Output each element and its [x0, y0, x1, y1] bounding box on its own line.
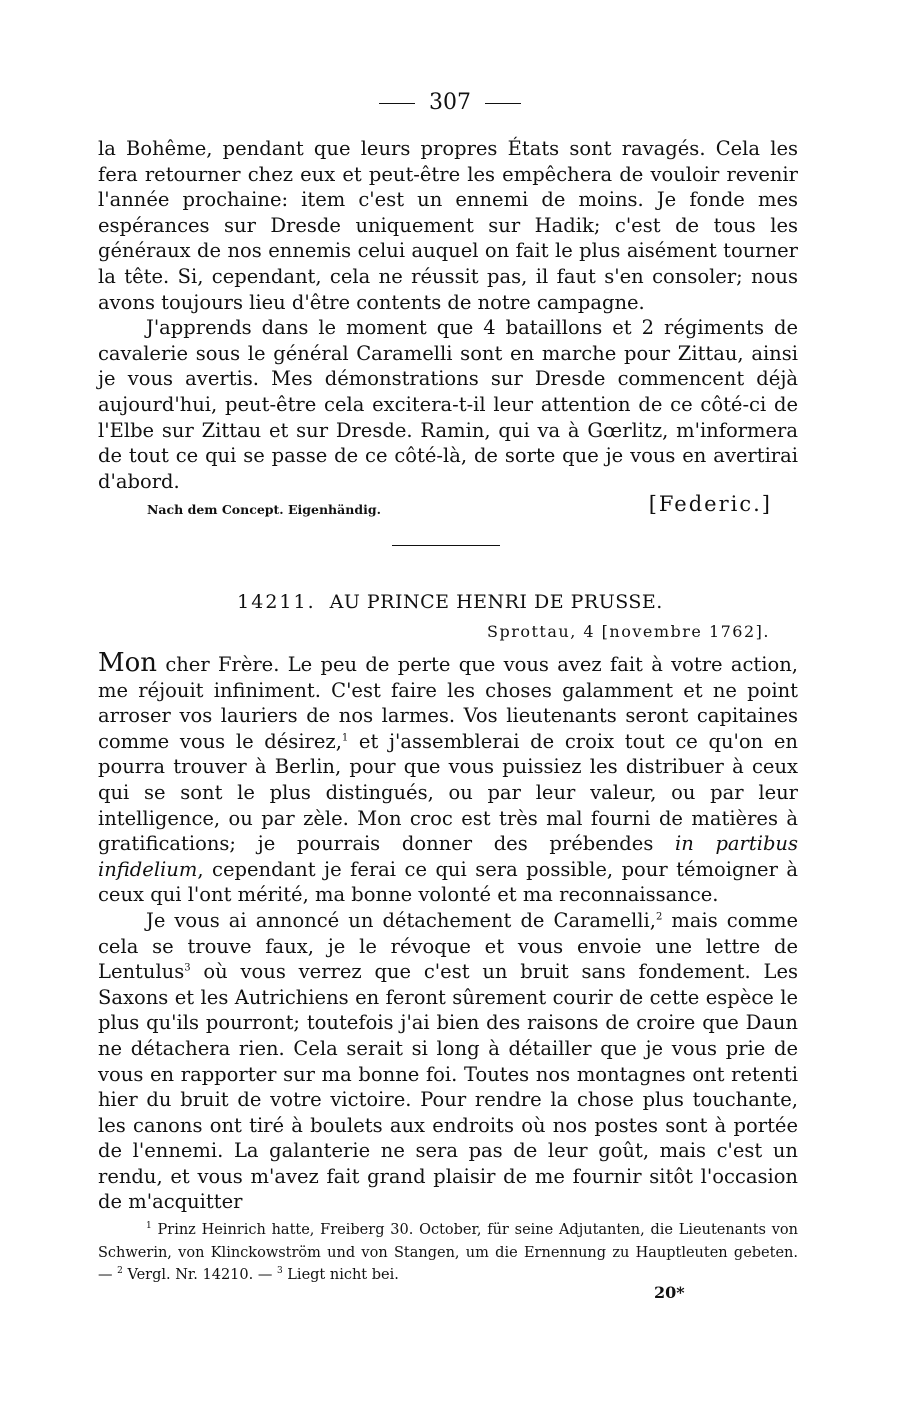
text-run: Vergl. Nr. 14210. — [122, 1267, 277, 1283]
text-run: , cependant je ferai ce qui sera possible, pour témoigner à ceux qui l'ont mérité, ma bonne volonté et ma reconnaissance. [98, 857, 798, 907]
signature: [Federic.] [648, 492, 772, 516]
text-run: Prinz Heinrich hatte, Freiberg 30. October, für seine Adjutanten, die Lieutenants von Schwerin, von Klinckowström und von Stangen, um die Ernennung zu Hauptleuten gebeten. — [98, 1222, 798, 1283]
latin-phrase: in partibus infidelium [98, 832, 799, 881]
footnote-marker: 1 [146, 1221, 152, 1232]
header-dash-left [379, 103, 415, 104]
footnote-marker: 2 [117, 1266, 123, 1277]
text-run: Je vous ai annoncé un détachement de Caramelli, [146, 908, 656, 932]
text-run: où vous verrez que c'est un bruit sans fondement. Les Saxons et les Autrichiens en feront sûrement courir de cette espèce le plus qu'ils pourront; toutefois j'ai bien des raisons de croire que Daun ne détachera rien. Cela serait si long à détailler que je vous prie de vous en rapporter sur ma bonne foi. Toutes nos montagnes ont retenti hier du bruit de votre victoire. Pour rendre la chose plus touchante, les canons ont tiré à boulets aux endroits où nos postes sont à portée de l'ennemi. La galanterie ne sera pas de leur goût, mais c'est un rendu, et vous m'avez fait grand plaisir de me fournir sitôt l'occasion de m'acquitter [98, 960, 798, 1214]
paragraph: la Bohême, pendant que leurs propres États sont ravagés. Cela les fera retourner chez eux et peut-être les empêchera de vouloir revenir l'année prochaine: item c'est un ennemi de moins. Je fonde mes espérances sur Dresde uniquement sur Hadik; c'est de tous les généraux de nos ennemis celui auquel on fait le plus aisément tourner la tête. Si, cependant, cela ne réussit pas, il faut s'en consoler; nous avons toujours lieu d'être contents de notre campagne. [98, 137, 798, 314]
paragraph [98, 648, 799, 908]
text-run: Liegt nicht bei. [282, 1267, 399, 1283]
letter-title: AU PRINCE HENRI DE PRUSSE. [329, 591, 663, 613]
page-header [0, 90, 900, 115]
footnote-ref: 3 [184, 962, 191, 974]
footnote-text [98, 1219, 798, 1287]
text-run: cher Frère. Le peu de perte que vous avez fait à votre action, me réjouit infiniment. C'est faire les choses galamment et ne point arroser vos lauriers de nos larmes. Vos lieutenants seront capitaines comme vous le désirez, [98, 653, 798, 753]
footnote-ref: 2 [655, 911, 663, 923]
paragraph [98, 908, 798, 1215]
source-note: Nach dem Concept. Eigenhändig. [147, 502, 381, 517]
letter-continuation [98, 136, 798, 494]
salutation-initial: Mon [98, 648, 158, 678]
text-run: et j'assemblerai de croix tout ce qu'on en pourra trouver à Berlin, pour que vous puissiez les distribuer à ceux qui se sont le plus distingués, ou par leur valeur, ou par leur intelligence, ou par zèle. Mon croc est très mal fourni de matières à gratifications; je pourrais donner des prébendes [98, 729, 798, 856]
page-number: 307 [429, 90, 471, 115]
header-dash-right [485, 103, 521, 104]
sheet-signature-mark: 20* [654, 1283, 685, 1302]
paragraph: J'apprends dans le moment que 4 bataillons et 2 régiments de cavalerie sous le général Caramelli sont en marche pour Zittau, ainsi je vous avertis. Mes démonstrations sur Dresde commencent déjà aujourd'hui, peut-être cela excitera-t-il leur attention de ce côté-ci de l'Elbe sur Zittau et sur Dresde. Ramin, qui va à Gœrlitz, m'informera de tout ce qui se passe de ce côté-là, de sorte que je vous en avertirai d'abord. [98, 316, 798, 493]
letter-body [98, 648, 799, 1215]
text-run: mais comme cela se trouve faux, je le révoque et vous envoie une lettre de Lentulus [98, 908, 798, 984]
footnote-marker: 3 [276, 1266, 283, 1277]
place-date: Sprottau, 4 [novembre 1762]. [487, 622, 770, 641]
letter-heading [0, 591, 900, 613]
footnotes [98, 1219, 798, 1287]
letter-number: 14211. [237, 591, 316, 613]
footnote-ref: 1 [341, 732, 349, 744]
section-divider [392, 545, 500, 546]
